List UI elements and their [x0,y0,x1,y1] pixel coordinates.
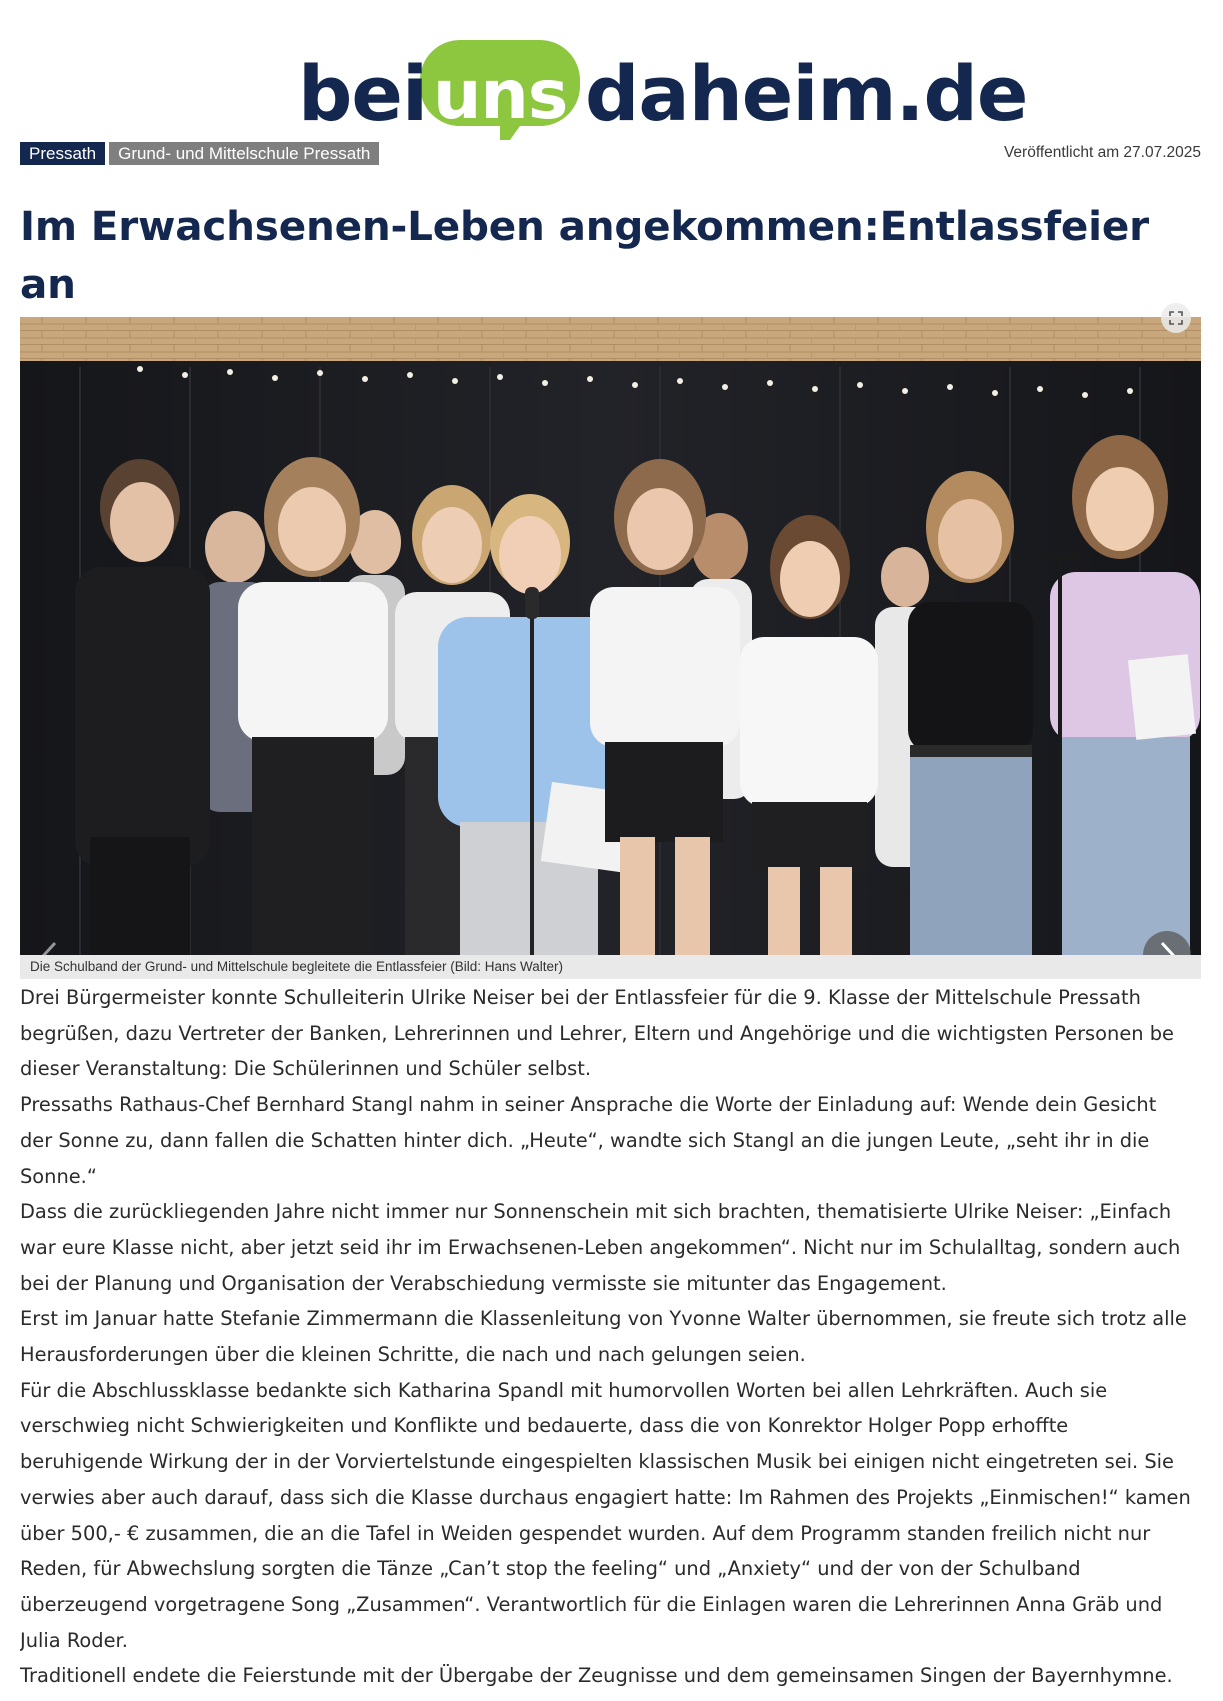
article-line: Julia Roder. [20,1628,128,1652]
headline-line-1: Im Erwachsenen-Leben angekommen:Entlassfeier an [20,202,1149,308]
article-line: überzeugend vorgetragene Song „Zusammen“. Verantwortlich für die Einlagen waren die Lehrerinnen Anna Gräb und [20,1592,1163,1616]
article-line: Erst im Januar hatte Stefanie Zimmermann die Klassenleitung von Yvonne Walter übernommen, sie freute sich trotz alle [20,1307,1187,1331]
article-line: Drei Bürgermeister konnte Schulleiterin Ulrike Neiser bei der Entlassfeier für die 9. Klasse der Mittelschule Pressath [20,986,1141,1009]
photo-caption: Die Schulband der Grund- und Mittelschule begleitete die Entlassfeier (Bild: Hans Walter) [20,955,1201,979]
article-line: bei der Planung und Organisation der Verabschiedung vermisste sie mitunter das Engagement. [20,1271,947,1295]
photo-illustration [20,317,1201,955]
article-line: Dass die zurückliegenden Jahre nicht immer nur Sonnenschein mit sich brachten, thematisierte Ulrike Neiser: „Einfach [20,1200,1172,1224]
tag-school[interactable]: Grund- und Mittelschule Pressath [109,142,379,165]
article-line: Für die Abschlussklasse bedankte sich Katharina Spandl mit humorvollen Worten bei allen Lehrkräften. Auch sie [20,1378,1108,1402]
article-line: Sonne.“ [20,1164,97,1188]
article-line: Herausforderungen über die kleinen Schritte, die nach und nach gelungen seien. [20,1343,806,1367]
article-line: über 500,- € zusammen, die an die Tafel in Weiden gespendet wurden. Auf dem Programm standen freilich nicht nur [20,1521,1151,1545]
article-photo[interactable] [20,317,1201,955]
article-line: war eure Klasse nicht, aber jetzt seid ihr im Erwachsenen-Leben angekommen“. Nicht nur im Schulalltag, sondern auch [20,1235,1181,1259]
article-line: begrüßen, dazu Vertreter der Banken, Lehrerinnen und Lehrer, Eltern und Angehörige und die wichtigsten Personen be [20,1021,1174,1045]
expand-icon [1168,310,1184,326]
chevron-left-icon [38,940,62,955]
logo-text-uns: uns [433,56,568,135]
article-line: Pressaths Rathaus-Chef Bernhard Stangl nahm in seiner Ansprache die Worte der Einladung auf: Wende dein Gesicht [20,1093,1157,1117]
article-line: der Sonne zu, dann fallen die Schatten hinter dich. „Heute“, wandte sich Stangl an die jungen Leute, „seht ihr in die [20,1128,1150,1152]
article-line: beruhigende Wirkung der in der Vorviertelstunde eingespielten klassischen Musik bei einigen nicht eingetreten sei. Sie [20,1450,1174,1474]
category-tags [20,142,379,165]
logo-text-bei: bei [298,49,427,138]
site-logo[interactable] [0,30,1223,140]
article-line: Reden, für Abwechslung sorgten die Tänze „Can’t stop the feeling“ und „Anxiety“ und der von der Schulband [20,1557,1081,1581]
logo-text-daheim: daheim.de [585,49,1028,138]
article-line: Traditionell endete die Feierstunde mit der Übergabe der Zeugnisse und dem gemeinsamen Singen der Bayernhymne. [20,1664,1173,1688]
article-line: dieser Veranstaltung: Die Schülerinnen und Schüler selbst. [20,1057,592,1081]
photo-expand-button[interactable] [1161,303,1191,333]
article-line: verschwieg nicht Schwierigkeiten und Konflikte und bedauerte, dass die von Konrektor Holger Popp erhoffte [20,1414,1069,1438]
tag-pressath[interactable]: Pressath [20,142,105,165]
chevron-right-icon [1155,940,1179,955]
published-date: Veröffentlicht am 27.07.2025 [1003,144,1201,161]
article-line: verwies aber auch darauf, dass sich die Klasse durchaus engagiert hatte: Im Rahmen des Projekts „Einmischen!“ kamen [20,1485,1191,1509]
article-body [20,980,1210,1694]
